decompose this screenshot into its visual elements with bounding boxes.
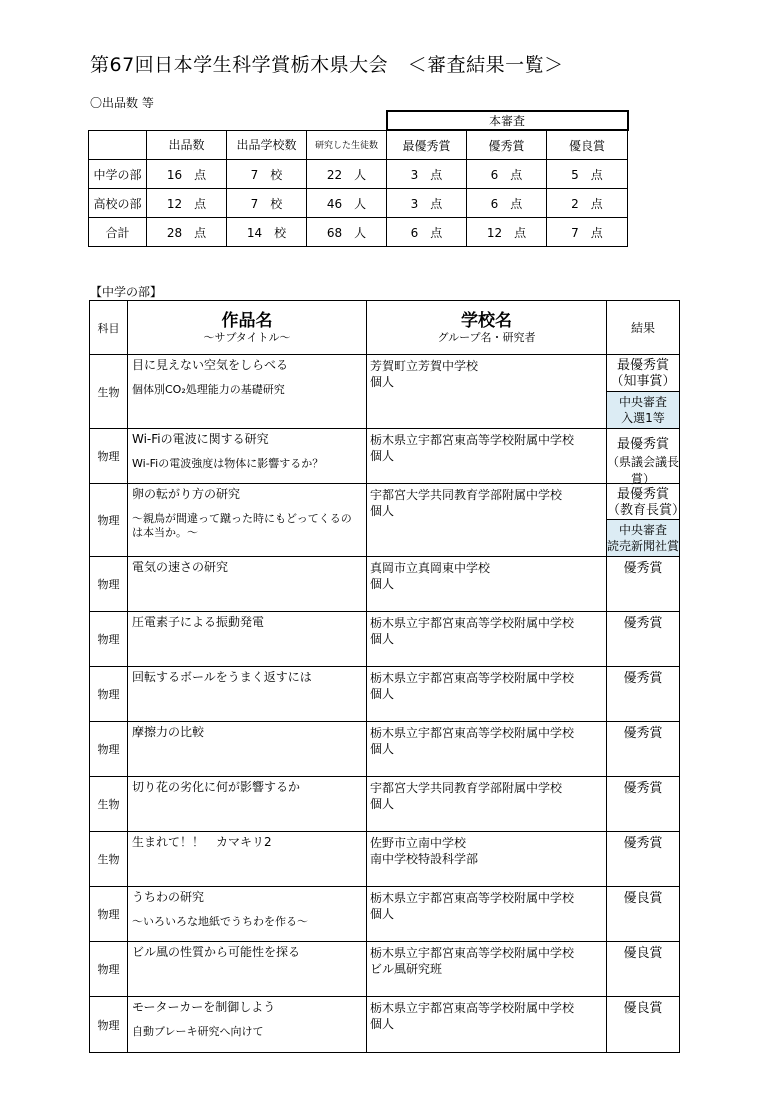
work-title: 切り花の劣化に何が影響するか [132, 780, 301, 794]
school-name: 栃木県立宇都宮東高等学校附属中学校 [370, 616, 575, 630]
top-award-count: 6 点 [387, 218, 467, 247]
school-cell [367, 722, 607, 777]
group-name: 南中学校特設科学部 [370, 852, 479, 866]
row-label: 高校の部 [89, 189, 147, 218]
award-label: 最優秀賞 （知事賞） [610, 358, 676, 389]
subject-cell: 物理 [90, 887, 128, 942]
subject-cell: 生物 [90, 777, 128, 832]
top-award-count: 3 点 [387, 189, 467, 218]
col-header-top-award: 最優秀賞 [387, 130, 467, 160]
award-central-review-box: 中央審査 読売新聞社賞 [607, 519, 679, 556]
school-cell [367, 777, 607, 832]
school-name: 栃木県立宇都宮東高等学校附属中学校 [370, 671, 575, 685]
award-label: 最優秀賞 （教育長賞） [607, 487, 686, 518]
group-name: 個人 [370, 449, 395, 463]
table-row [90, 429, 680, 484]
table-row [90, 667, 680, 722]
school-cell [367, 484, 607, 557]
award-cell: 優秀賞 [607, 667, 680, 722]
subject-cell: 物理 [90, 484, 128, 557]
header-work-sub: ～サブタイトル～ [203, 330, 291, 344]
award-cell: 優良賞 [607, 887, 680, 942]
table-row [90, 777, 680, 832]
col-header-schools: 出品学校数 [227, 130, 307, 160]
subject-cell: 物理 [90, 557, 128, 612]
subject-cell: 生物 [90, 355, 128, 429]
header-school-title: 学校名 [461, 310, 512, 331]
award-cell [607, 484, 686, 557]
award-cell: 優秀賞 [607, 832, 680, 887]
group-name: 個人 [370, 797, 395, 811]
col-header-works: 出品数 [147, 130, 227, 160]
work-title: ビル風の性質から可能性を探る [132, 945, 301, 959]
summary-table [88, 110, 629, 247]
header-school [367, 301, 607, 355]
group-name: 個人 [370, 632, 395, 646]
group-name: 個人 [370, 742, 395, 756]
excellent-award-count: 6 点 [467, 160, 547, 189]
award-cell: 優良賞 [607, 997, 680, 1053]
school-name: 栃木県立宇都宮東高等学校附属中学校 [370, 946, 575, 960]
work-cell [128, 887, 367, 942]
school-name: 栃木県立宇都宮東高等学校附属中学校 [370, 1001, 575, 1015]
table-row [90, 942, 680, 997]
school-name: 宇都宮大学共同教育学部附属中学校 [370, 488, 563, 502]
work-cell [128, 997, 367, 1053]
school-cell [367, 557, 607, 612]
work-title: 卵の転がり方の研究 [132, 487, 241, 501]
school-name: 栃木県立宇都宮東高等学校附属中学校 [370, 433, 575, 447]
good-award-count: 5 点 [547, 160, 628, 189]
school-cell [367, 612, 607, 667]
col-header-excellent-award: 優秀賞 [467, 130, 547, 160]
schools-count: 14 校 [227, 218, 307, 247]
col-header-good-award: 優良賞 [547, 130, 628, 160]
work-cell [128, 832, 367, 887]
work-cell [128, 722, 367, 777]
school-name: 真岡市立真岡東中学校 [370, 561, 491, 575]
section-heading: 【中学の部】 [90, 285, 163, 299]
work-title: Wi-Fiの電波に関する研究 [132, 432, 269, 446]
award-cell: 優秀賞 [607, 722, 680, 777]
award-cell: 優秀賞 [607, 612, 680, 667]
work-cell [128, 557, 367, 612]
table-row [90, 355, 680, 429]
work-subtitle: 自動ブレーキ研究へ向けて [132, 1025, 264, 1038]
award-cell: 優良賞 [607, 942, 680, 997]
work-cell [128, 355, 367, 429]
award-note: （県議会議長賞） [607, 455, 680, 486]
subject-cell: 生物 [90, 832, 128, 887]
school-cell [367, 832, 607, 887]
school-name: 芳賀町立芳賀中学校 [370, 359, 479, 373]
table-row [90, 997, 680, 1053]
table-row [90, 557, 680, 612]
group-name: 個人 [370, 577, 395, 591]
work-cell [128, 942, 367, 997]
good-award-count: 7 点 [547, 218, 628, 247]
award-cell: 優秀賞 [607, 777, 680, 832]
school-cell [367, 429, 607, 484]
works-count: 28 点 [147, 218, 227, 247]
school-cell [367, 667, 607, 722]
results-table [89, 300, 686, 1053]
work-title: 圧電素子による振動発電 [132, 615, 265, 629]
header-work-title: 作品名 [221, 310, 273, 331]
header-work [128, 301, 367, 355]
group-name: 個人 [370, 1017, 395, 1031]
school-cell [367, 887, 607, 942]
excellent-award-count: 6 点 [467, 189, 547, 218]
work-subtitle: ～いろいろな地紙でうちわを作る～ [132, 915, 308, 928]
group-name: ビル風研究班 [370, 962, 443, 976]
schools-count: 7 校 [227, 189, 307, 218]
table-row [90, 887, 680, 942]
good-award-count: 2 点 [547, 189, 628, 218]
header-result: 結果 [607, 301, 680, 355]
subject-cell: 物理 [90, 942, 128, 997]
summary-row [89, 189, 628, 218]
group-name: 個人 [370, 907, 395, 921]
summary-group-header: 本審査 [387, 111, 628, 130]
award-cell [607, 355, 680, 429]
work-title: うちわの研究 [132, 890, 205, 904]
students-count: 46 人 [307, 189, 387, 218]
students-count: 68 人 [307, 218, 387, 247]
header-school-sub: グループ名・研究者 [437, 330, 536, 344]
subject-cell: 物理 [90, 997, 128, 1053]
table-row [90, 484, 680, 557]
work-cell [128, 612, 367, 667]
schools-count: 7 校 [227, 160, 307, 189]
work-subtitle: Wi-Fiの電波強度は物体に影響するか？ [132, 457, 324, 470]
students-count: 22 人 [307, 160, 387, 189]
top-award-count: 3 点 [387, 160, 467, 189]
excellent-award-count: 12 点 [467, 218, 547, 247]
header-subject: 科目 [90, 301, 128, 355]
work-cell [128, 667, 367, 722]
school-cell [367, 942, 607, 997]
award-central-review-box: 中央審査 入選1等 [607, 391, 679, 428]
award-cell: 優秀賞 [607, 557, 680, 612]
work-title: 電気の速さの研究 [132, 560, 229, 574]
subject-cell: 物理 [90, 612, 128, 667]
page-title: 第67回日本学生科学賞栃木県大会 ＜審査結果一覧＞ [90, 54, 564, 76]
table-row [90, 722, 680, 777]
work-cell [128, 484, 367, 557]
award-cell [607, 429, 680, 484]
group-name: 個人 [370, 375, 395, 389]
subject-cell: 物理 [90, 429, 128, 484]
subject-cell: 物理 [90, 667, 128, 722]
work-title: 回転するボールをうまく返すには [132, 670, 312, 684]
work-title: モーターカーを制御しよう [132, 1000, 276, 1014]
school-cell [367, 355, 607, 429]
school-name: 栃木県立宇都宮東高等学校附属中学校 [370, 891, 575, 905]
school-name: 宇都宮大学共同教育学部附属中学校 [370, 781, 563, 795]
work-subtitle: ～親鳥が間違って蹴った時にもどってくるのは本当か。～ [132, 512, 352, 539]
work-title: 目に見えない空気をしらべる [132, 358, 289, 372]
table-row [90, 612, 680, 667]
group-name: 個人 [370, 687, 395, 701]
works-count: 12 点 [147, 189, 227, 218]
award-label: 最優秀賞 [616, 437, 669, 452]
col-header-students: 研究した生徒数 [307, 130, 387, 160]
school-name: 栃木県立宇都宮東高等学校附属中学校 [370, 726, 575, 740]
summary-heading: 〇出品数 等 [90, 96, 154, 110]
row-label: 合計 [89, 218, 147, 247]
work-cell [128, 429, 367, 484]
subject-cell: 物理 [90, 722, 128, 777]
work-subtitle: 個体別CO₂処理能力の基礎研究 [132, 383, 285, 396]
work-cell [128, 777, 367, 832]
school-cell [367, 997, 607, 1053]
work-title: 生まれて！！ カマキリ2 [132, 835, 272, 849]
work-title: 摩擦力の比較 [132, 725, 205, 739]
summary-row [89, 160, 628, 189]
group-name: 個人 [370, 504, 395, 518]
summary-row [89, 218, 628, 247]
row-label: 中学の部 [89, 160, 147, 189]
school-name: 佐野市立南中学校 [370, 836, 467, 850]
table-row [90, 832, 680, 887]
works-count: 16 点 [147, 160, 227, 189]
